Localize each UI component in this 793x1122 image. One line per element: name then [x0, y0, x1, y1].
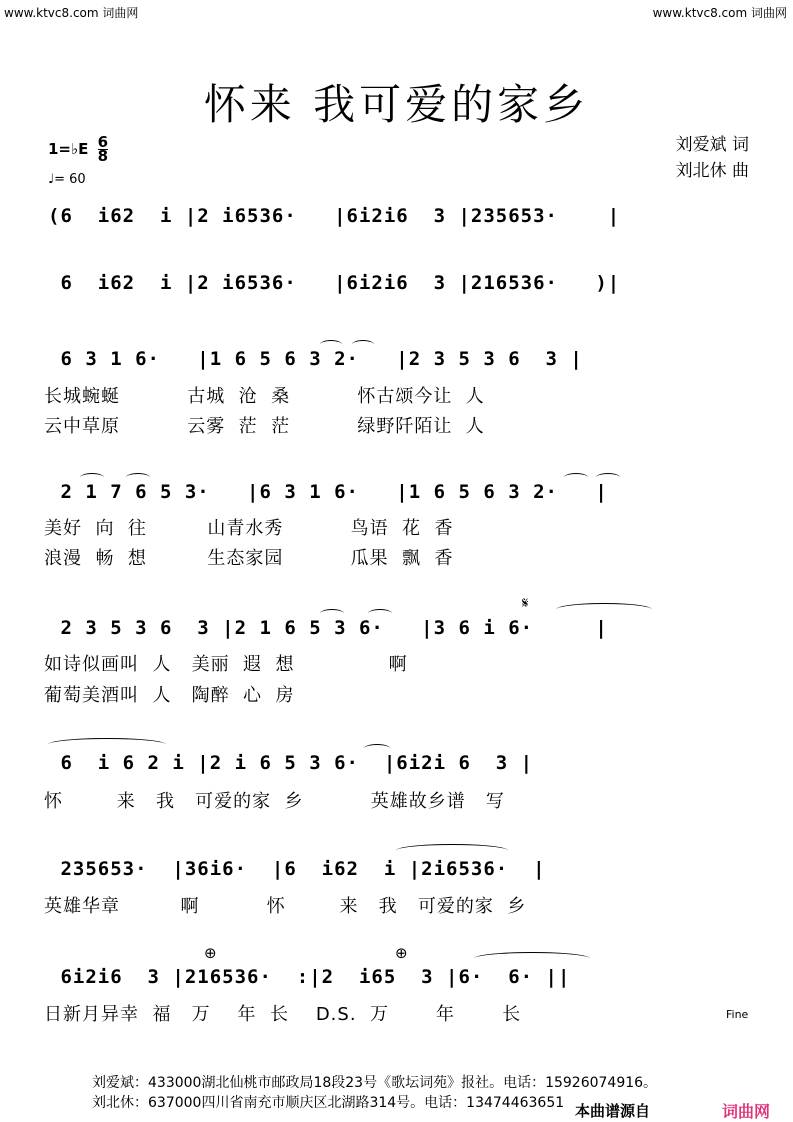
notation-row-6	[44, 752, 754, 778]
time-signature	[97, 133, 108, 165]
song-title: 怀来 我可爱的家乡	[203, 80, 590, 129]
notation-row-3	[44, 348, 754, 374]
fine-marking: Fine	[726, 1008, 749, 1021]
segno-symbol: 𝄋	[522, 594, 529, 612]
footer-contact-lyricist: 刘爱斌：433000湖北仙桃市邮政局18段23号《歌坛词苑》报社。电话：15926074916。	[92, 1075, 658, 1091]
notation-row-7	[44, 858, 754, 884]
lyric-verse-1: 英雄华章 啊 怀 来 我 可爱的家 乡	[44, 896, 527, 917]
notes-line: 6 i 6 2 i |2 i 6 5 3 6· |6i2i 6 3 |	[48, 752, 534, 774]
lyric-verse-1: 怀 来 我 可爱的家 乡 英雄故乡谱 写	[44, 791, 505, 812]
lyricist-credit: 刘爱斌 词	[675, 135, 749, 155]
notes-line: 6i2i6 3 |216536· :|2 i65 3 |6· 6· ||	[48, 966, 571, 988]
slur	[396, 844, 508, 857]
slur	[556, 603, 652, 616]
notes-line: 6 i62 i |2 i6536· |6i2i6 3 |216536· )|	[48, 272, 621, 294]
time-top: 6	[97, 133, 108, 151]
coda-symbol: ⊕	[204, 944, 217, 962]
notation-row-4	[44, 481, 754, 507]
notation-row-5	[44, 617, 754, 643]
time-bottom: 8	[97, 147, 108, 165]
notation-row-8	[44, 966, 754, 992]
lyric-verse-2: 云中草原 云雾 茫 茫 绿野阡陌让 人	[44, 416, 485, 437]
notes-line: 6 3 1 6· |1 6 5 6 3 2· |2 3 5 3 6 3 |	[48, 348, 583, 370]
lyric-verse-1: 日新月异幸 福 万 年 长 D.S. 万 年 长	[44, 1004, 522, 1025]
site-url-left[interactable]: www.ktvc8.com 词曲网	[4, 6, 139, 20]
lyric-verse-1: 长城蜿蜒 古城 沧 桑 怀古颂今让 人	[44, 386, 485, 407]
notation-row-2	[44, 272, 754, 298]
slur	[474, 952, 590, 965]
notation-row-1	[44, 205, 754, 231]
slur	[48, 738, 166, 751]
coda-symbol: ⊕	[395, 944, 408, 962]
lyric-verse-2: 葡萄美酒叫 人 陶醉 心 房	[44, 685, 295, 706]
notes-line: 235653· |36i6· |6 i62 i |2i6536· |	[48, 858, 546, 880]
notes-line: 2 3 5 3 6 3 |2 1 6 5 3 6· |3 6 i 6· |	[48, 617, 608, 639]
lyric-verse-1: 美好 向 往 山青水秀 鸟语 花 香	[44, 518, 454, 539]
notes-line: 2 1 7 6 5 3· |6 3 1 6· |1 6 5 6 3 2· |	[48, 481, 608, 503]
site-logo[interactable]: 词曲网	[722, 1102, 771, 1121]
lyric-verse-1: 如诗似画叫 人 美丽 遐 想 啊	[44, 654, 408, 675]
composer-credit: 刘北休 曲	[675, 161, 749, 181]
tempo-marking: ♩= 60	[48, 172, 86, 187]
source-label: 本曲谱源自	[575, 1102, 651, 1120]
lyric-verse-2: 浪漫 畅 想 生态家园 瓜果 飘 香	[44, 548, 454, 569]
key-signature	[48, 133, 108, 165]
notes-line: (6 i62 i |2 i6536· |6i2i6 3 |235653· |	[48, 205, 621, 227]
key-label: 1=♭E	[48, 140, 89, 158]
site-url-right[interactable]: www.ktvc8.com 词曲网	[652, 6, 787, 20]
footer-contact-composer: 刘北休：637000四川省南充市顺庆区北湖路314号。电话：13474463651	[92, 1095, 565, 1111]
